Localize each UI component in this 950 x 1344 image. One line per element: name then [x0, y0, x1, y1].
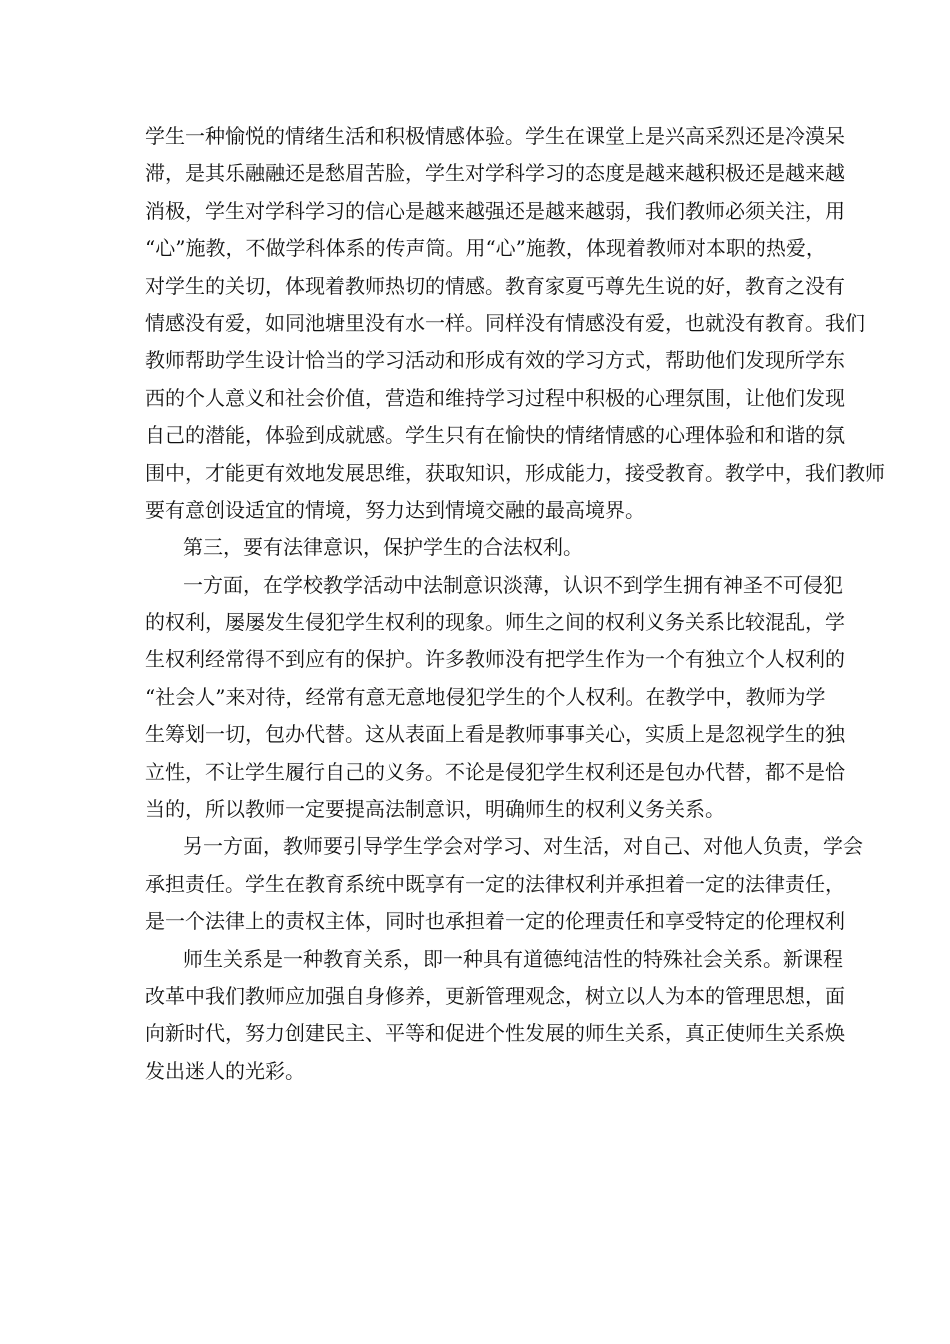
text-line: 师生关系是一种教育关系，即一种具有道德纯洁性的特殊社会关系。新课程 — [183, 946, 843, 971]
text-line: 发出迷人的光彩。 — [145, 1058, 305, 1083]
text-line: 第三，要有法律意识，保护学生的合法权利。 — [183, 535, 583, 560]
text-line: “心”施教，不做学科体系的传声筒。用“心”施教，体现着教师对本职的热爱， — [145, 236, 826, 261]
text-line: 消极，学生对学科学习的信心是越来越强还是越来越弱，我们教师必须关注，用 — [145, 198, 845, 223]
document-body — [145, 118, 885, 1090]
text-line: 当的，所以教师一定要提高法制意识，明确师生的权利义务关系。 — [145, 797, 725, 822]
text-line: 一方面，在学校教学活动中法制意识淡薄，认识不到学生拥有神圣不可侵犯 — [183, 572, 843, 597]
text-line: 西的个人意义和社会价值，营造和维持学习过程中积极的心理氛围，让他们发现 — [145, 385, 845, 410]
text-line: 是一个法律上的责权主体，同时也承担着一定的伦理责任和享受特定的伦理权利 — [145, 909, 845, 934]
text-line: 滞，是其乐融融还是愁眉苦脸，学生对学科学习的态度是越来越积极还是越来越 — [145, 161, 845, 186]
text-line: 情感没有爱，如同池塘里没有水一样。同样没有情感没有爱，也就没有教育。我们 — [145, 310, 865, 335]
text-line: 向新时代，努力创建民主、平等和促进个性发展的师生关系，真正使师生关系焕 — [145, 1021, 845, 1046]
text-line: 生权利经常得不到应有的保护。许多教师没有把学生作为一个有独立个人权利的 — [145, 647, 845, 672]
text-line: 的权利，屡屡发生侵犯学生权利的现象。师生之间的权利义务关系比较混乱，学 — [145, 610, 845, 635]
text-line: 围中，才能更有效地发展思维，获取知识，形成能力，接受教育。教学中，我们教师 — [145, 460, 885, 485]
text-line: 承担责任。学生在教育系统中既享有一定的法律权利并承担着一定的法律责任， — [145, 871, 845, 896]
text-line: 自己的潜能，体验到成就感。学生只有在愉快的情绪情感的心理体验和和谐的氛 — [145, 423, 845, 448]
text-line: 对学生的关切，体现着教师热切的情感。教育家夏丐尊先生说的好，教育之没有 — [145, 273, 845, 298]
text-line: “社会人”来对待，经常有意无意地侵犯学生的个人权利。在教学中，教师为学 — [145, 684, 826, 709]
text-line: 改革中我们教师应加强自身修养，更新管理观念，树立以人为本的管理思想，面 — [145, 983, 845, 1008]
text-line: 生筹划一切，包办代替。这从表面上看是教师事事关心，实质上是忽视学生的独 — [145, 722, 845, 747]
text-line: 要有意创设适宜的情境，努力达到情境交融的最高境界。 — [145, 497, 645, 522]
text-line: 立性，不让学生履行自己的义务。不论是侵犯学生权利还是包办代替，都不是恰 — [145, 759, 845, 784]
text-line: 另一方面，教师要引导学生学会对学习、对生活，对自己、对他人负责，学会 — [183, 834, 863, 859]
text-line: 教师帮助学生设计恰当的学习活动和形成有效的学习方式，帮助他们发现所学东 — [145, 348, 845, 373]
text-line: 学生一种愉悦的情绪生活和积极情感体验。学生在课堂上是兴高采烈还是冷漠呆 — [145, 124, 845, 148]
